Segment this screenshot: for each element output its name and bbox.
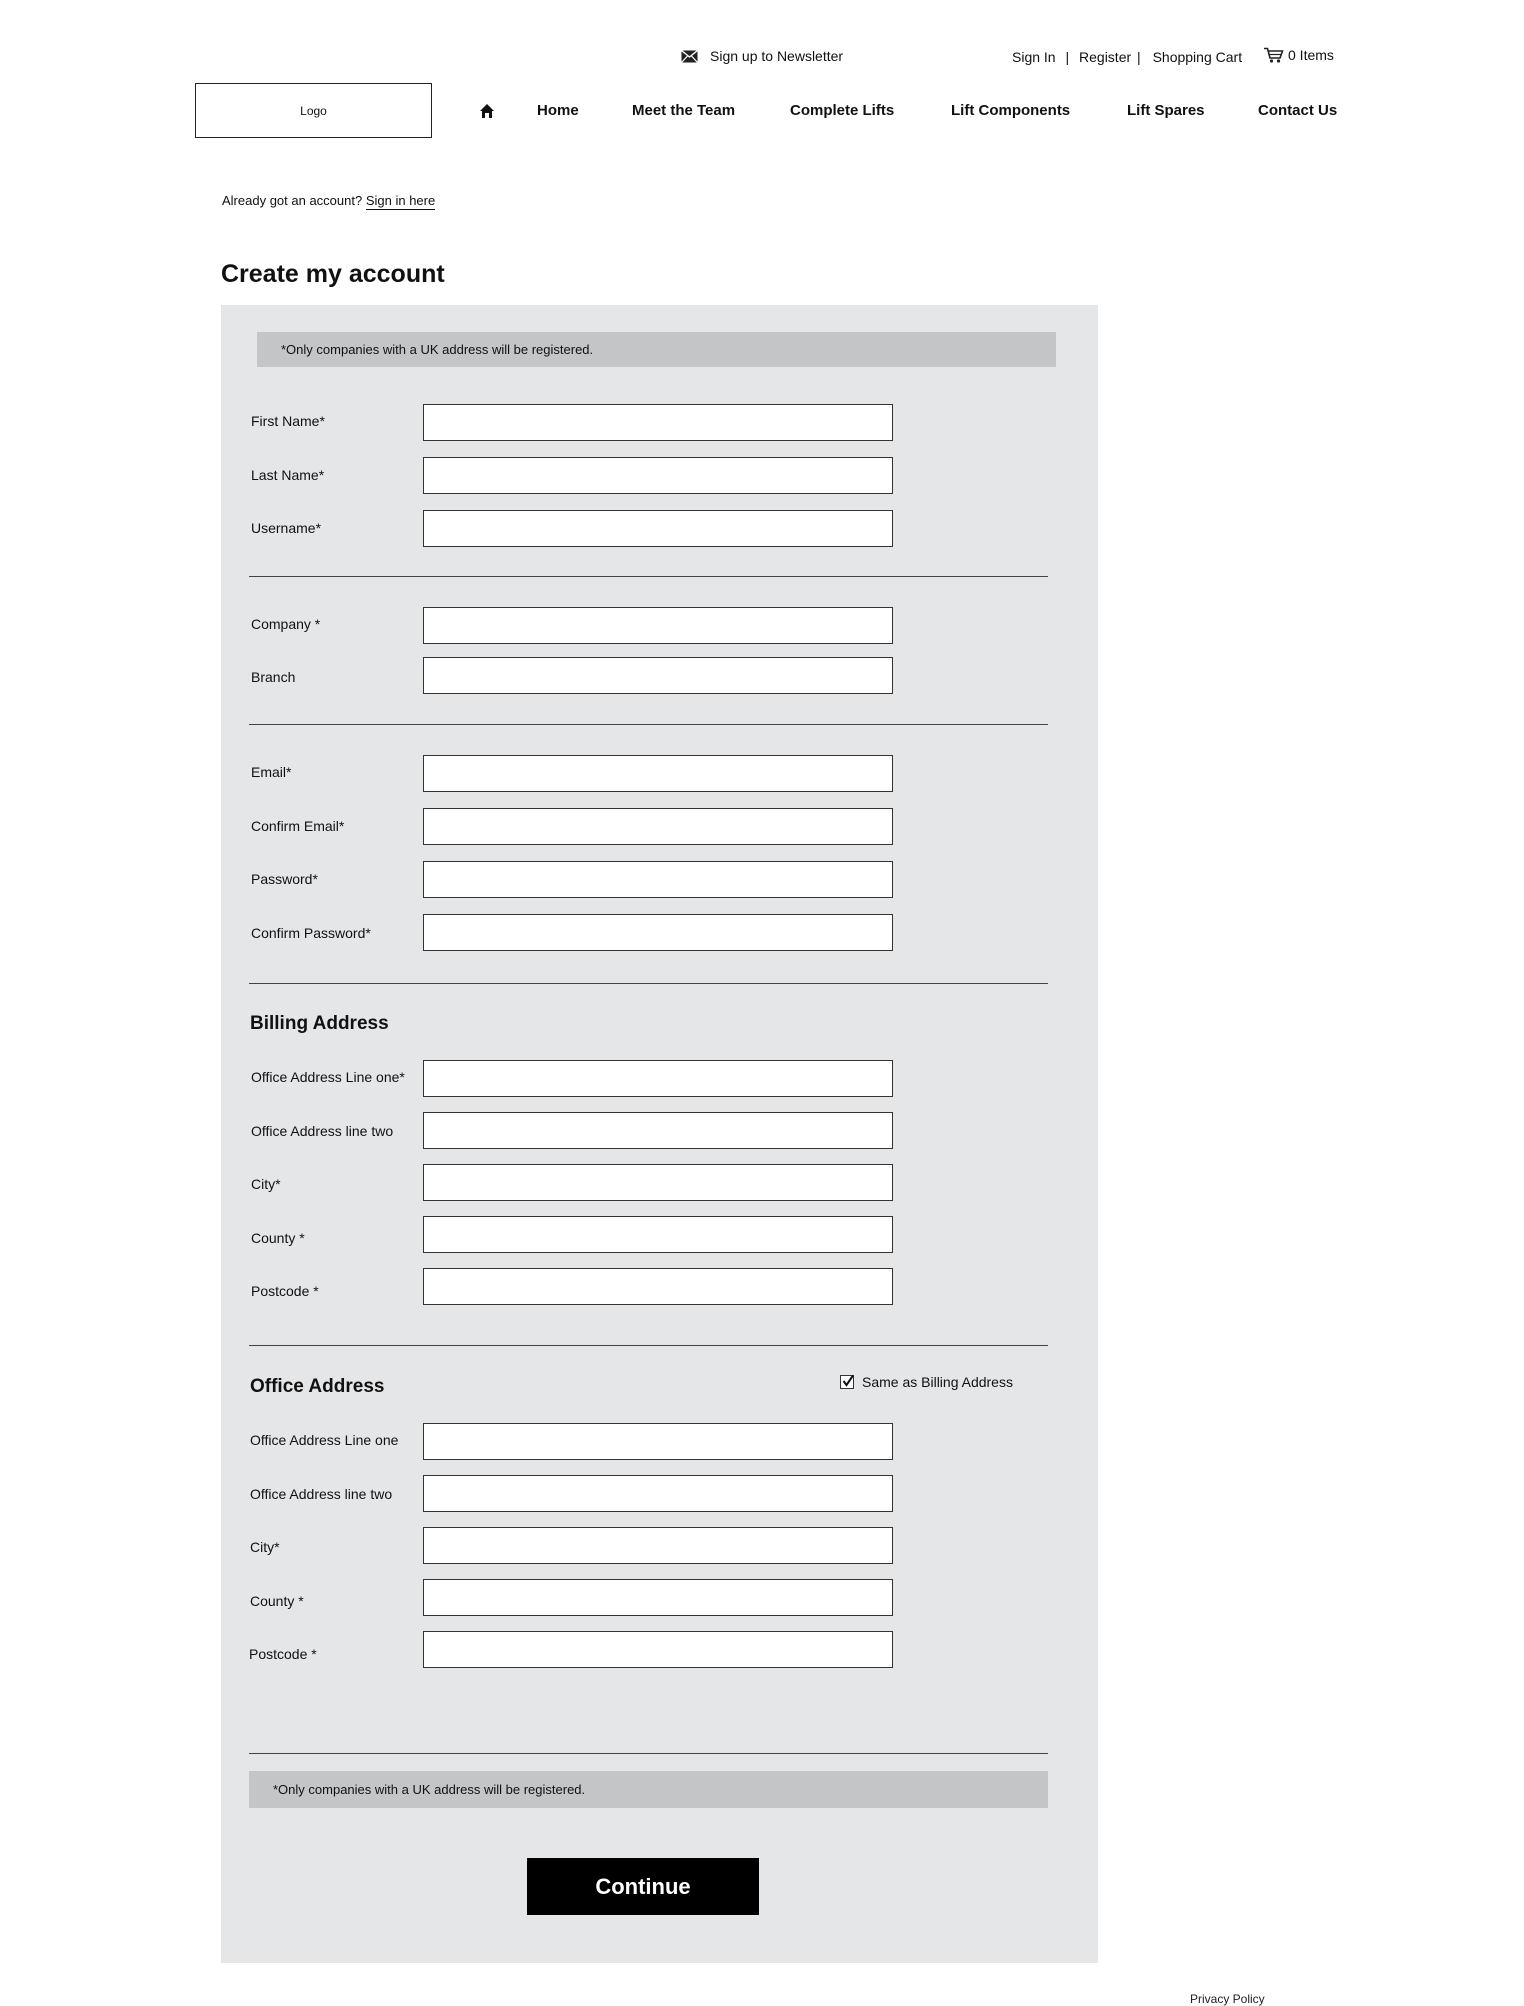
same-as-billing-checkbox[interactable] <box>840 1374 1013 1390</box>
confirm-password-label: Confirm Password* <box>251 925 371 941</box>
office-county-label: County * <box>250 1593 304 1609</box>
billing-county-input[interactable] <box>423 1216 893 1253</box>
first-name-label: First Name* <box>251 413 325 429</box>
nav-lift-components[interactable]: Lift Components <box>951 102 1071 119</box>
existing-account-prompt <box>222 193 435 208</box>
username-input[interactable] <box>423 510 893 547</box>
billing-county-label: County * <box>251 1230 305 1246</box>
link-separator: | <box>1137 49 1141 65</box>
billing-address-heading: Billing Address <box>250 1013 389 1034</box>
company-input[interactable] <box>423 607 893 644</box>
footer-privacy-link[interactable]: Privacy Policy <box>1190 1992 1265 2006</box>
email-label: Email* <box>251 764 292 780</box>
shopping-cart-icon <box>1264 47 1284 63</box>
nav-complete-lifts[interactable]: Complete Lifts <box>790 102 895 119</box>
last-name-input[interactable] <box>423 457 893 494</box>
first-name-input[interactable] <box>423 404 893 441</box>
last-name-label: Last Name* <box>251 467 325 483</box>
newsletter-signup-link[interactable] <box>681 48 843 64</box>
checkbox-box[interactable] <box>840 1375 854 1389</box>
nav-contact-us[interactable]: Contact Us <box>1258 102 1338 119</box>
cart-count: 0 Items <box>1288 47 1334 63</box>
section-divider <box>249 1345 1048 1346</box>
registration-form <box>221 305 1098 1963</box>
billing-postcode-label: Postcode * <box>251 1283 319 1299</box>
shopping-cart-link[interactable]: Shopping Cart <box>1152 49 1243 65</box>
checkmark-icon <box>841 1374 855 1388</box>
billing-postcode-input[interactable] <box>423 1268 893 1305</box>
home-icon[interactable] <box>479 103 495 119</box>
billing-city-label: City* <box>251 1176 281 1192</box>
nav-lift-spares[interactable]: Lift Spares <box>1127 102 1205 119</box>
page-title: Create my account <box>221 260 445 288</box>
logo-label: Logo <box>300 103 327 118</box>
billing-line-one-label: Office Address Line one* <box>251 1069 405 1085</box>
nav-home[interactable]: Home <box>537 102 579 119</box>
billing-line-two-label: Office Address line two <box>251 1123 394 1139</box>
office-county-input[interactable] <box>423 1579 893 1616</box>
confirm-email-input[interactable] <box>423 808 893 845</box>
already-text: Already got an account? <box>222 193 363 208</box>
billing-line-one-input[interactable] <box>423 1060 893 1097</box>
office-city-input[interactable] <box>423 1527 893 1564</box>
confirm-email-label: Confirm Email* <box>251 818 345 834</box>
link-separator: | <box>1065 49 1070 65</box>
section-divider <box>249 983 1048 984</box>
office-line-two-label: Office Address line two <box>250 1486 393 1502</box>
newsletter-label: Sign up to Newsletter <box>710 48 844 64</box>
nav-meet-the-team[interactable]: Meet the Team <box>632 102 736 119</box>
office-city-label: City* <box>250 1539 280 1555</box>
register-link[interactable]: Register <box>1079 49 1132 65</box>
same-as-billing-label: Same as Billing Address <box>862 1374 1013 1390</box>
username-label: Username* <box>251 520 322 536</box>
office-address-heading: Office Address <box>250 1376 385 1397</box>
password-label: Password* <box>251 871 318 887</box>
branch-input[interactable] <box>423 657 893 694</box>
sign-in-link[interactable]: Sign In <box>1012 49 1056 65</box>
sign-in-here-link[interactable]: Sign in here <box>365 193 436 208</box>
section-divider <box>249 1753 1048 1754</box>
office-line-two-input[interactable] <box>423 1475 893 1512</box>
billing-city-input[interactable] <box>423 1164 893 1201</box>
office-line-one-label: Office Address Line one <box>250 1432 399 1448</box>
envelope-icon <box>681 50 698 63</box>
uk-address-notice-bottom: *Only companies with a UK address will be registered. <box>249 1771 1048 1808</box>
continue-button[interactable]: Continue <box>527 1858 759 1915</box>
cart-summary[interactable] <box>1264 47 1334 63</box>
company-label: Company * <box>251 616 321 632</box>
confirm-password-input[interactable] <box>423 914 893 951</box>
office-postcode-label: Postcode * <box>249 1646 317 1662</box>
account-links <box>1012 49 1242 65</box>
password-input[interactable] <box>423 861 893 898</box>
office-postcode-input[interactable] <box>423 1631 893 1668</box>
billing-line-two-input[interactable] <box>423 1112 893 1149</box>
email-input[interactable] <box>423 755 893 792</box>
section-divider <box>249 576 1048 577</box>
section-divider <box>249 724 1048 725</box>
site-logo[interactable] <box>195 83 432 138</box>
branch-label: Branch <box>251 669 296 685</box>
uk-address-notice-top: *Only companies with a UK address will be registered. <box>257 332 1056 367</box>
office-line-one-input[interactable] <box>423 1423 893 1460</box>
